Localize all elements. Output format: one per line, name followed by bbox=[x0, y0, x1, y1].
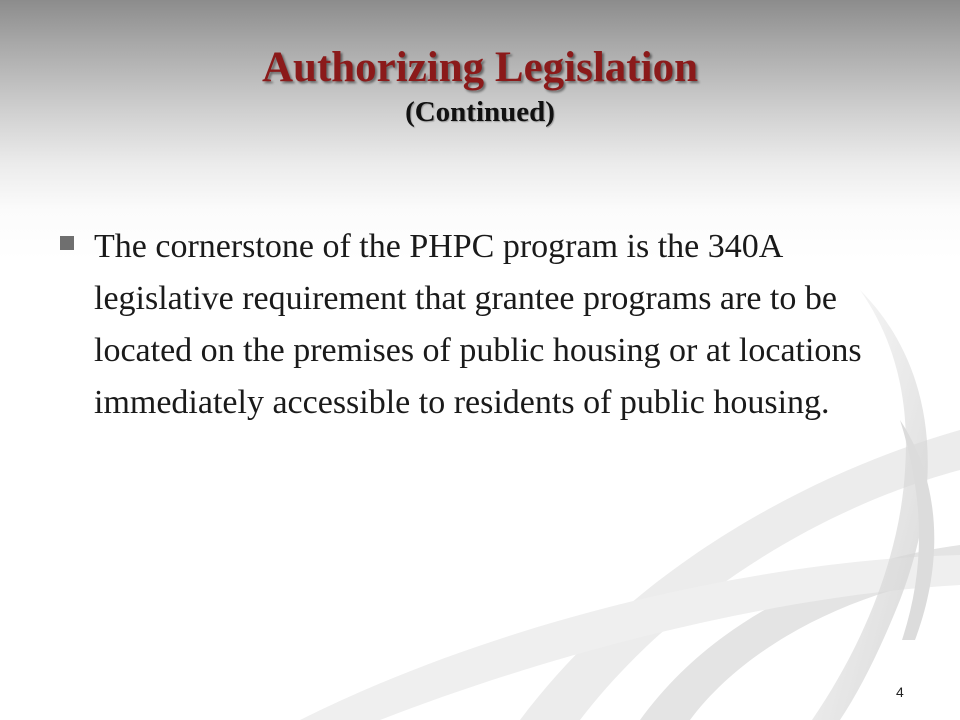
slide-subtitle: (Continued) bbox=[405, 96, 555, 128]
bullet-list bbox=[58, 221, 878, 429]
page-number: 4 bbox=[896, 684, 904, 700]
list-item bbox=[58, 221, 878, 429]
square-bullet-icon bbox=[60, 236, 74, 250]
bullet-text: The cornerstone of the PHPC program is the 340A legislative requirement that grantee programs are to be located on the premises of public housing or at locations immediately accessible to residents of public housing. bbox=[94, 228, 862, 421]
slide-title: Authorizing Legislation bbox=[261, 44, 698, 91]
title-block bbox=[0, 42, 960, 130]
